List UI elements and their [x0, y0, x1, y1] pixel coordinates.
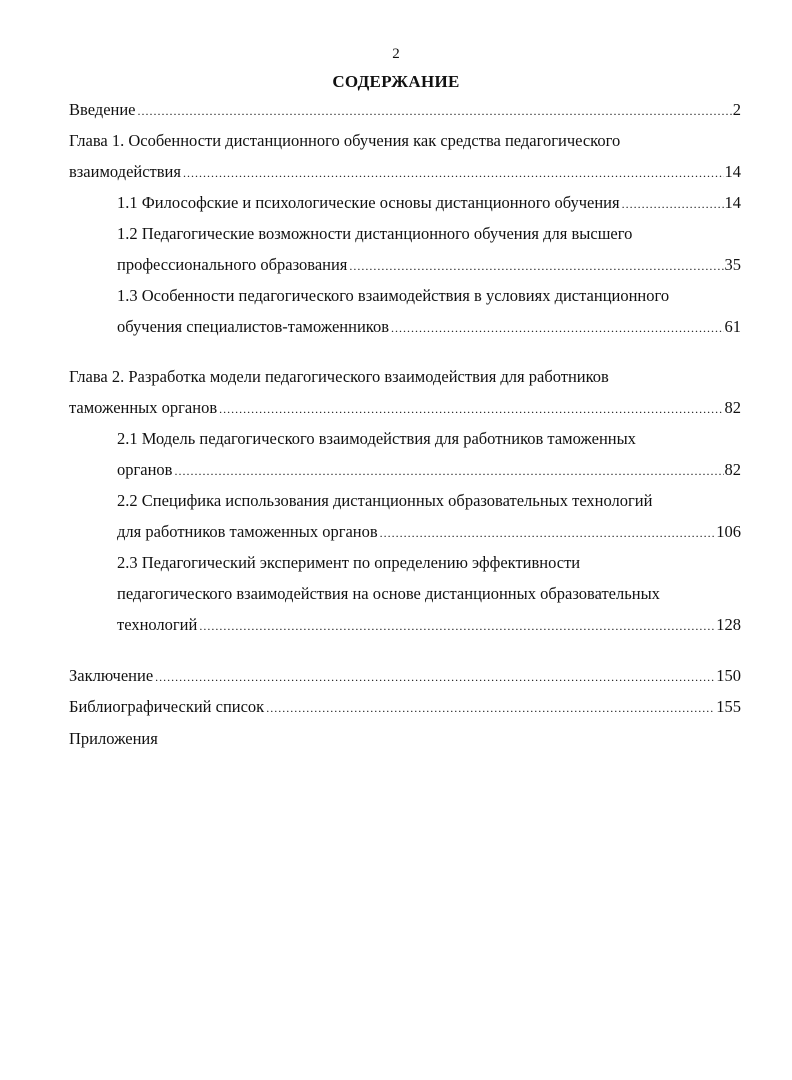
toc-entry-text: обучения специалистов-таможенников: [117, 317, 390, 336]
toc-entry-chapter2: [69, 398, 741, 419]
toc-entry-chapter2-line1: Глава 2. Разработка модели педагогического взаимодействия для работников: [69, 367, 609, 386]
dot-leader: [183, 163, 724, 183]
dot-leader: [622, 194, 724, 214]
dot-leader: [155, 667, 715, 687]
toc-entry-section-1-3-line1: 1.3 Особенности педагогического взаимодействия в условиях дистанционного: [117, 286, 670, 305]
toc-title: СОДЕРЖАНИЕ: [332, 72, 460, 91]
toc-entry-section-1-3: [117, 317, 741, 338]
toc-entry-text: взаимодействия: [69, 162, 181, 181]
toc-entry-introduction: [69, 100, 741, 121]
toc-entry-text: 1.1 Философские и психологические основы дистанционного обучения: [117, 193, 620, 212]
toc-entry-text: органов: [117, 460, 173, 479]
toc-entry-section-1-2-line1: 1.2 Педагогические возможности дистанционного обучения для высшего: [117, 224, 633, 243]
toc-entry-page: 82: [724, 460, 741, 479]
toc-entry-page: 106: [716, 522, 741, 541]
toc-entry-text: для работников таможенных органов: [117, 522, 378, 541]
toc-entry-page: 2: [732, 100, 741, 119]
toc-entry-chapter1: [69, 162, 741, 183]
page-number: 2: [392, 46, 400, 62]
toc-entry-page: 82: [724, 398, 741, 417]
dot-leader: [266, 698, 715, 718]
toc-entry-text: Библиографический список: [69, 697, 265, 716]
toc-entry-text: профессионального образования: [117, 255, 348, 274]
toc-entry-page: 14: [724, 193, 741, 212]
toc-entry-bibliography: [69, 697, 741, 718]
toc-entry-conclusion: [69, 666, 741, 687]
dot-leader: [219, 399, 723, 419]
toc-entry-section-1-2: [117, 255, 741, 276]
toc-entry-appendices: Приложения: [69, 729, 158, 748]
toc-entry-page: 35: [724, 255, 741, 274]
toc-entry-chapter1-line1: Глава 1. Особенности дистанционного обучения как средства педагогического: [69, 131, 621, 150]
toc-entry-section-2-3: [117, 615, 741, 636]
toc-entry-page: 128: [716, 615, 741, 634]
toc-entry-page: 61: [724, 317, 741, 336]
toc-entry-page: 150: [716, 666, 741, 685]
toc-entry-section-2-2-line1: 2.2 Специфика использования дистанционных образовательных технологий: [117, 491, 653, 510]
dot-leader: [199, 616, 715, 636]
toc-entry-section-2-1: [117, 460, 741, 481]
toc-entry-text: технологий: [117, 615, 198, 634]
toc-entry-section-2-1-line1: 2.1 Модель педагогического взаимодействия для работников таможенных: [117, 429, 636, 448]
toc-entry-section-2-3-line2: педагогического взаимодействия на основе дистанционных образовательных: [117, 584, 660, 603]
toc-entry-section-2-2: [117, 522, 741, 543]
toc-entry-page: 155: [716, 697, 741, 716]
dot-leader: [349, 256, 723, 276]
dot-leader: [138, 101, 732, 121]
toc-entry-text: Заключение: [69, 666, 154, 685]
toc-entry-section-1-1: [117, 193, 741, 214]
dot-leader: [174, 461, 723, 481]
toc-entry-text: Введение: [69, 100, 136, 119]
dot-leader: [391, 318, 723, 338]
dot-leader: [380, 523, 716, 543]
toc-entry-text: таможенных органов: [69, 398, 218, 417]
toc-entry-page: 14: [724, 162, 741, 181]
toc-entry-section-2-3-line1: 2.3 Педагогический эксперимент по определению эффективности: [117, 553, 581, 572]
